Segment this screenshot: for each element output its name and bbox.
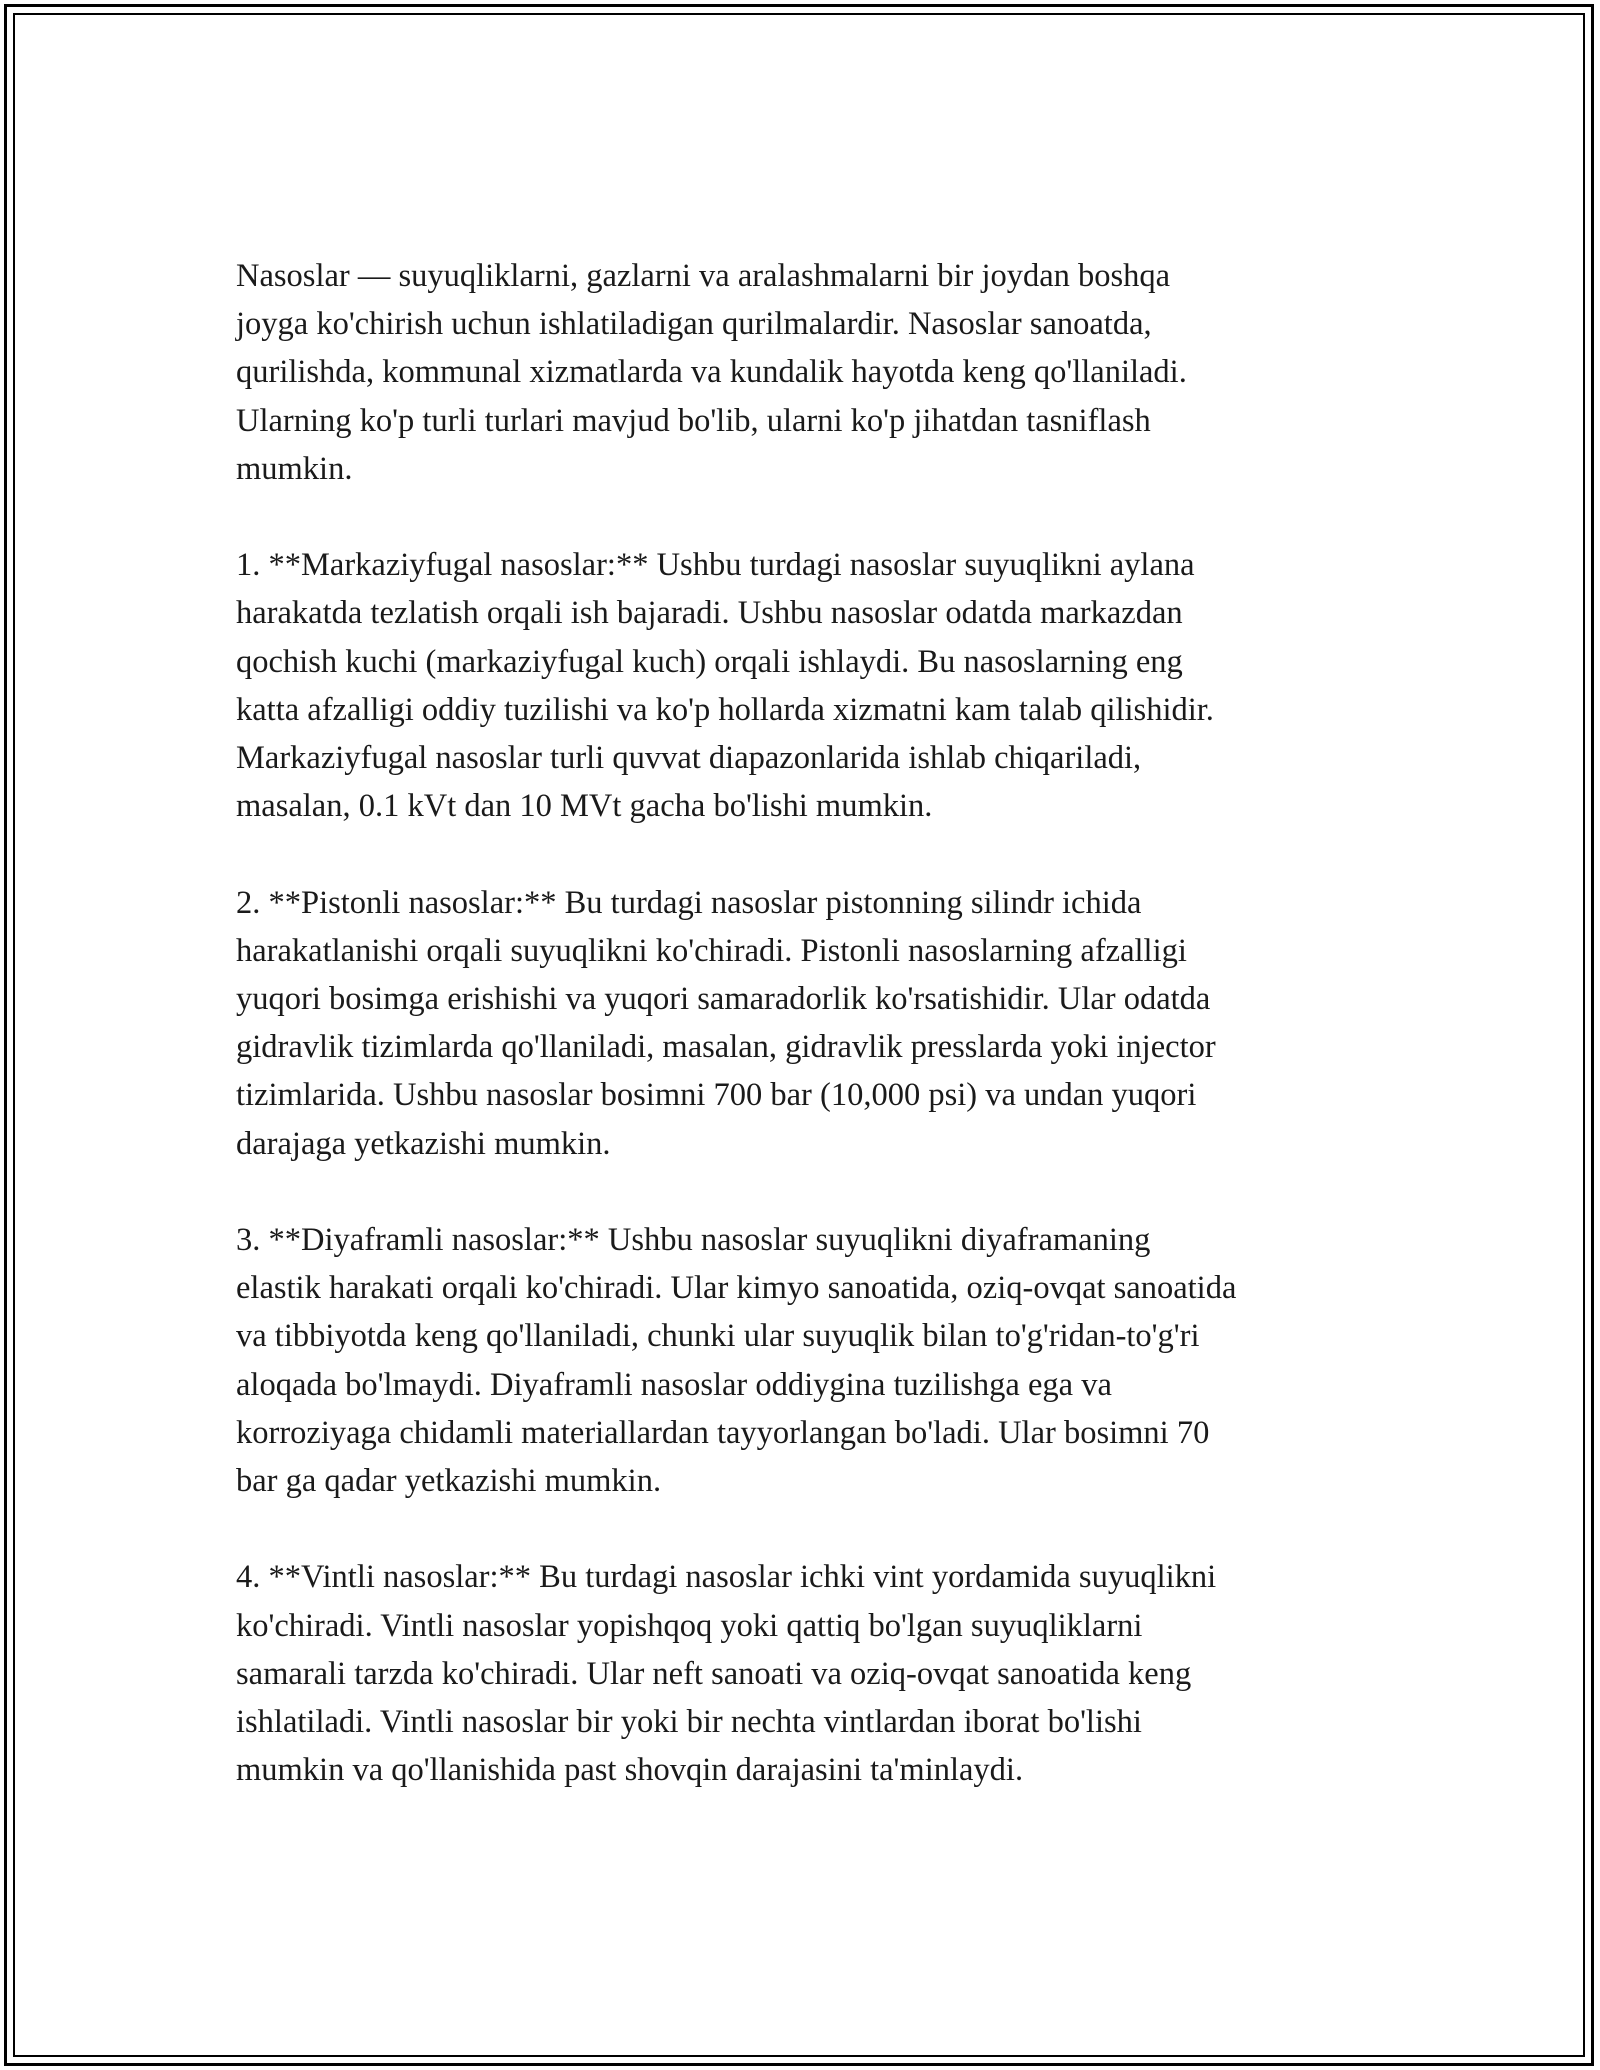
paragraph-piston-pumps: 2. **Pistonli nasoslar:** Bu turdagi nasoslar pistonning silindr ichida harakatlanishi orqali suyuqlikni ko'chiradi. Pistonli nasoslarning afzalligi yuqori bosimga erishishi va yuqori samaradorlik ko'rsatishidir. Ular odatda gidravlik tizimlarda qo'llaniladi, masalan, gidravlik presslarda yoki injector tizimlarida. Ushbu nasoslar bosimni 700 bar (10,000 psi) va undan yuqori darajaga yetkazishi mumkin. (236, 884, 1216, 1162)
paragraph-intro: Nasoslar — suyuqliklarni, gazlarni va aralashmalarni bir joydan boshqa joyga ko'chirish uchun ishlatiladigan qurilmalardir. Nasoslar sanoatda, qurilishda, kommunal xizmatlarda va kundalik hayotda keng qo'llaniladi. Ularning ko'p turli turlari mavjud bo'lib, ularni ko'p jihatdan tasniflash mumkin. (236, 258, 1187, 487)
paragraph-diaphragm-pumps: 3. **Diyaframli nasoslar:** Ushbu nasoslar suyuqlikni diyaframaning elastik harakati orqali ko'chiradi. Ular kimyo sanoatida, oziq-ovqat sanoatida va tibbiyotda keng qo'llaniladi, chunki ular suyuqlik bilan to'g'ridan-to'g'ri aloqada bo'lmaydi. Diyaframli nasoslar oddiygina tuzilishga ega va korroziyaga chidamli materiallardan tayyorlangan bo'ladi. Ular bosimni 70 bar ga qadar yetkazishi mumkin. (236, 1222, 1237, 1500)
paragraph-screw-pumps: 4. **Vintli nasoslar:** Bu turdagi nasoslar ichki vint yordamida suyuqlikni ko'chiradi. Vintli nasoslar yopishqoq yoki qattiq bo'lgan suyuqliklarni samarali tarzda ko'chiradi. Ular neft sanoati va oziq-ovqat sanoatida keng ishlatiladi. Vintli nasoslar bir yoki bir nechta vintlardan iborat bo'lishi mumkin va qo'llanishida past shovqin darajasini ta'minlaydi. (236, 1559, 1217, 1789)
paragraph-centrifugal-pumps: 1. **Markaziyfugal nasoslar:** Ushbu turdagi nasoslar suyuqlikni aylana harakatda tezlatish orqali ish bajaradi. Ushbu nasoslar odatda markazdan qochish kuchi (markaziyfugal kuch) orqali ishlaydi. Bu nasoslarning eng katta afzalligi oddiy tuzilishi va ko'p hollarda xizmatni kam talab qilishidir. Markaziyfugal nasoslar turli quvvat diapazonlarida ishlab chiqariladi, masalan, 0.1 kVt dan 10 MVt gacha bo'lishi mumkin. (236, 547, 1214, 825)
document-body (236, 252, 1376, 1794)
